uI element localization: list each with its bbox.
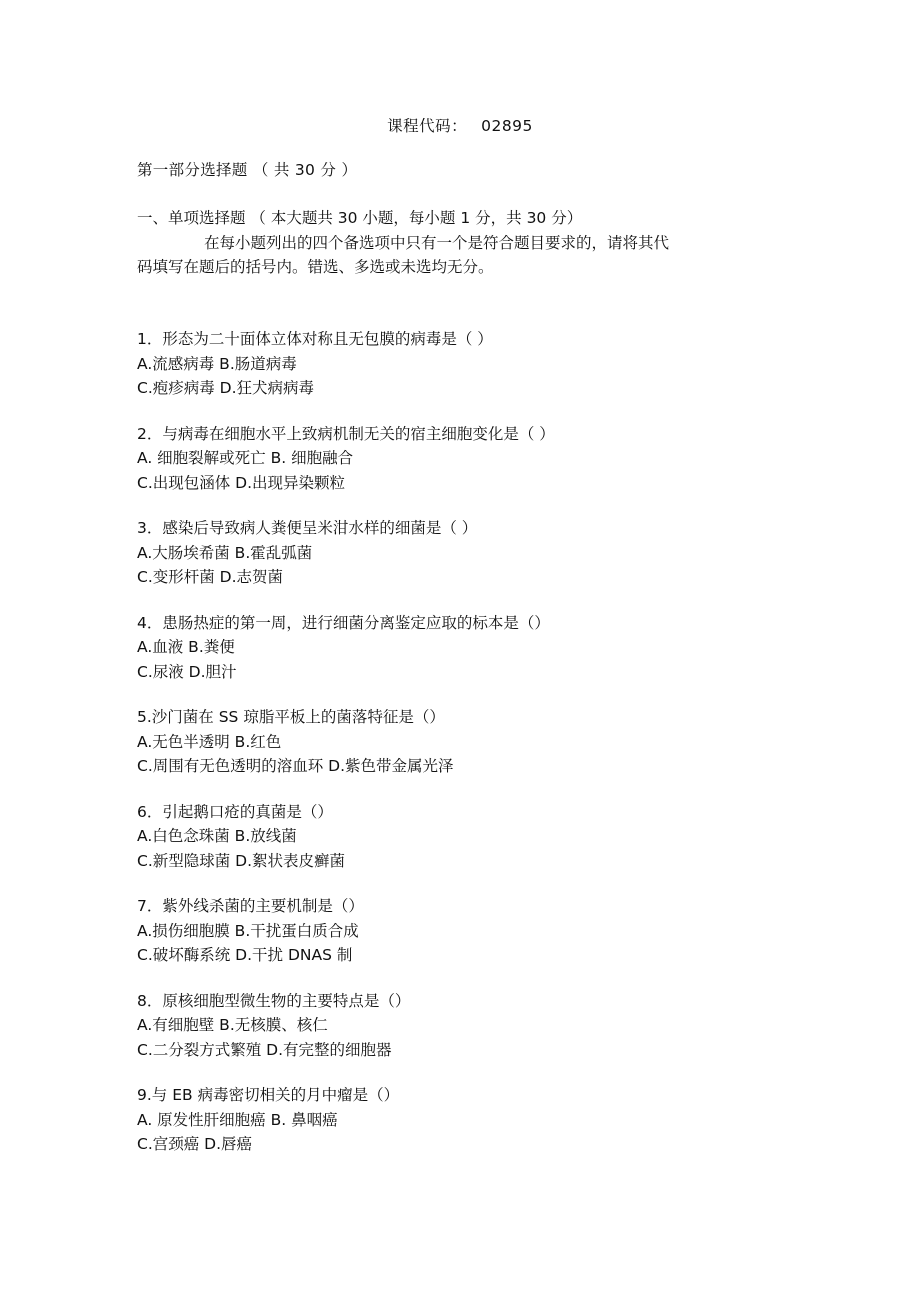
question-4 — [137, 611, 777, 685]
question-options-ab: A. 原发性肝细胞癌 B. 鼻咽癌 — [137, 1110, 338, 1129]
question-options-cd: C.宫颈癌 D.唇癌 — [137, 1135, 253, 1153]
question-options-ab: A.无色半透明 B.红色 — [137, 732, 282, 751]
question-options-ab: A.流感病毒 B.肠道病毒 — [137, 354, 297, 373]
question-3 — [137, 516, 777, 590]
question-stem: 5.沙门菌在 SS 琼脂平板上的菌落特征是（） — [137, 708, 445, 726]
part-title: 第一部分选择题 （ 共 30 分 ） — [137, 161, 358, 179]
question-options-ab: A.有细胞壁 B.无核膜、核仁 — [137, 1016, 328, 1034]
question-7 — [137, 894, 777, 968]
question-options-ab: A.白色念珠菌 B.放线菌 — [137, 827, 297, 845]
question-stem: 4．患肠热症的第一周，进行细菌分离鉴定应取的标本是（） — [137, 613, 550, 632]
question-9 — [137, 1083, 777, 1157]
question-options-cd: C.周围有无色透明的溶血环 D.紫色带金属光泽 — [137, 757, 454, 775]
section-instruction-line2: 码填写在题后的括号内。错选、多选或未选均无分。 — [137, 258, 494, 276]
question-stem: 3．感染后导致病人粪便呈米泔水样的细菌是（ ） — [137, 519, 478, 537]
question-stem: 2．与病毒在细胞水平上致病机制无关的宿主细胞变化是（ ） — [137, 424, 555, 443]
question-stem: 8．原核细胞型微生物的主要特点是（） — [137, 991, 411, 1010]
question-options-cd: C.尿液 D.胆汁 — [137, 662, 237, 681]
question-list — [137, 327, 777, 1178]
question-1 — [137, 327, 777, 401]
question-stem: 7．紫外线杀菌的主要机制是（） — [137, 897, 364, 915]
question-options-ab: A. 细胞裂解或死亡 B. 细胞融合 — [137, 449, 354, 467]
section-single-choice — [137, 206, 757, 280]
question-options-cd: C.破坏酶系统 D.干扰 DNAS 制 — [137, 946, 353, 964]
question-5 — [137, 705, 777, 779]
course-code-label: 课程代码： — [387, 117, 468, 135]
section-heading: 一、单项选择题 （ 本大题共 30 小题，每小题 1 分，共 30 分） — [137, 209, 583, 227]
question-options-ab: A.血液 B.粪便 — [137, 638, 235, 656]
question-options-cd: C.二分裂方式繁殖 D.有完整的细胞器 — [137, 1040, 392, 1059]
question-stem: 9.与 EB 病毒密切相关的月中瘤是（） — [137, 1086, 400, 1104]
question-options-ab: A.大肠埃希菌 B.霍乱弧菌 — [137, 543, 313, 562]
question-stem: 1．形态为二十面体立体对称且无包膜的病毒是（ ） — [137, 330, 493, 348]
question-options-cd: C.出现包涵体 D.出现异染颗粒 — [137, 473, 346, 492]
course-code-line — [0, 114, 920, 139]
question-options-cd: C.新型隐球菌 D.絮状表皮癣菌 — [137, 851, 346, 870]
question-options-ab: A.损伤细胞膜 B.干扰蛋白质合成 — [137, 921, 359, 940]
question-8 — [137, 989, 777, 1063]
question-stem: 6．引起鹅口疮的真菌是（） — [137, 802, 333, 821]
question-6 — [137, 800, 777, 874]
question-options-cd: C.疱疹病毒 D.狂犬病病毒 — [137, 379, 315, 397]
question-2 — [137, 422, 777, 496]
question-options-cd: C.变形杆菌 D.志贺菌 — [137, 568, 284, 586]
section-instruction-line1: 在每小题列出的四个备选项中只有一个是符合题目要求的，请将其代 — [204, 233, 670, 252]
course-code-number: 02895 — [481, 117, 533, 135]
